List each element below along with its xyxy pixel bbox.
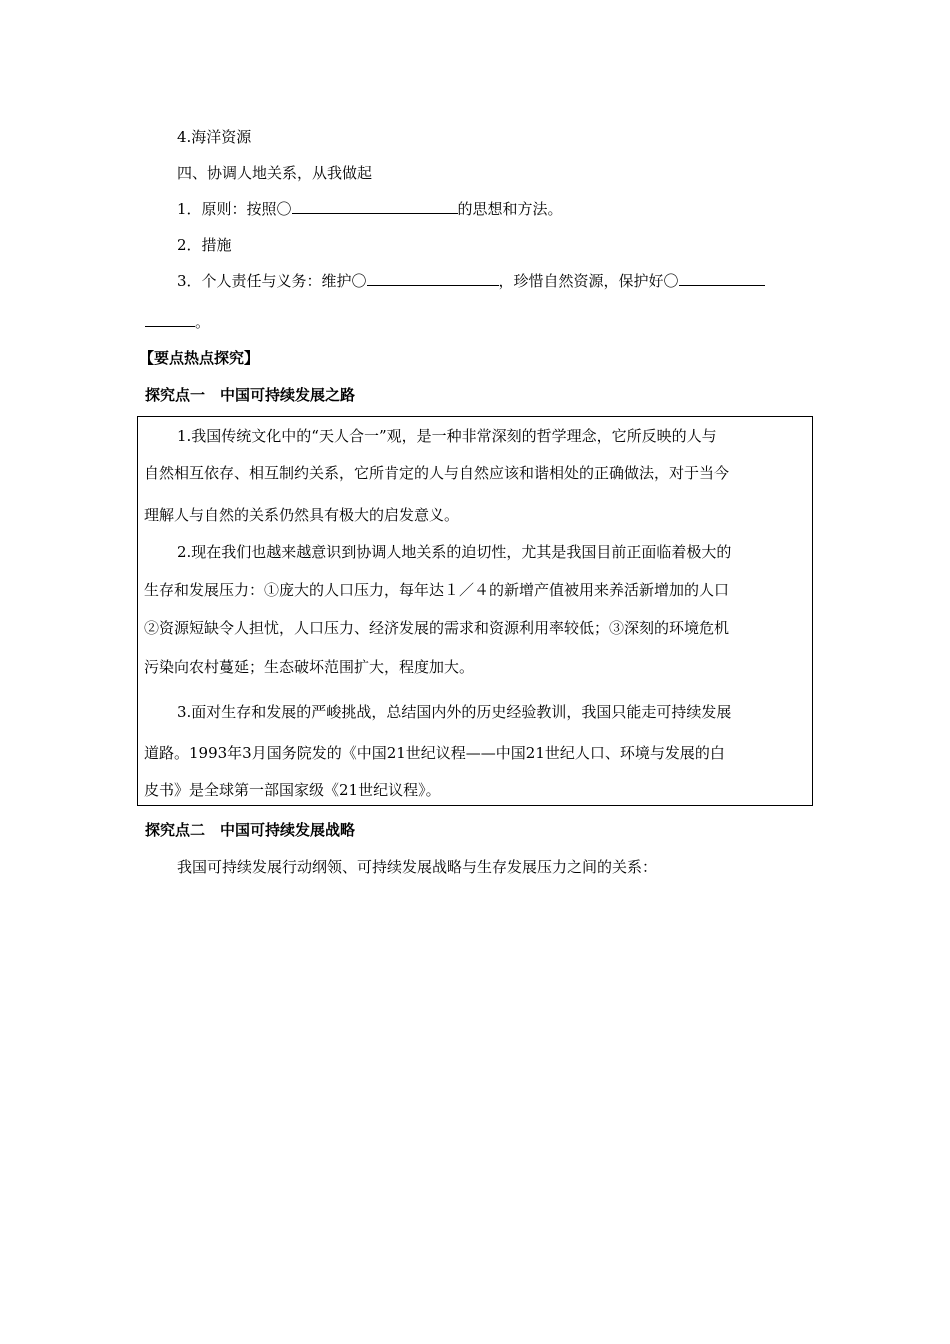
box-line-4: 2.现在我们也越来越意识到协调人地关系的迫切性，尤其是我国目前正面临着极大的 [177, 543, 732, 561]
box-tick-left-1 [137, 526, 138, 534]
duty-prefix: 3．个人责任与义务：维护〇 [177, 272, 367, 290]
reading-box [137, 416, 813, 806]
box-tick-right-1 [812, 526, 813, 534]
principle-blank [292, 199, 458, 214]
duty-blank-1 [367, 271, 499, 286]
point-one-heading: 探究点一 中国可持续发展之路 [145, 386, 356, 404]
principle-prefix: 1．原则：按照〇 [177, 200, 292, 218]
principle-line [177, 199, 563, 219]
box-line-9: 道路。1993年3月国务院发的《中国21世纪议程——中国21世纪人口、环境与发展的白 [144, 744, 725, 762]
measures-line: 2．措施 [177, 236, 232, 254]
point-two-body: 我国可持续发展行动纲领、可持续发展战略与生存发展压力之间的关系： [177, 858, 658, 876]
box-line-5: 生存和发展压力：①庞大的人口压力，每年达１／４的新增产值被用来养活新增加的人口 [144, 581, 730, 599]
duty-middle: ，珍惜自然资源，保护好〇 [498, 272, 679, 290]
box-line-8: 3.面对生存和发展的严峻挑战，总结国内外的历史经验教训，我国只能走可持续发展 [177, 703, 732, 721]
box-line-2: 自然相互依存、相互制约关系，它所肯定的人与自然应该和谐相处的正确做法，对于当今 [144, 464, 730, 482]
box-line-7: 污染向农村蔓延；生态破坏范围扩大，程度加大。 [144, 658, 475, 676]
box-line-1: 1.我国传统文化中的“天人合一”观，是一种非常深刻的哲学理念，它所反映的人与 [177, 427, 717, 445]
key-points-heading: 【要点热点探究】 [139, 349, 260, 367]
box-tick-left-2 [137, 685, 138, 693]
duty-blank-2 [679, 271, 765, 286]
point-two-heading: 探究点二 中国可持续发展战略 [145, 821, 356, 839]
duty-blank-3 [145, 312, 195, 327]
box-line-6: ②资源短缺令人担忧，人口压力、经济发展的需求和资源利用率较低；③深刻的环境危机 [144, 619, 730, 637]
box-line-3: 理解人与自然的关系仍然具有极大的启发意义。 [144, 506, 460, 524]
section-four-heading: 四、协调人地关系，从我做起 [177, 164, 373, 182]
item-ocean-resources: 4.海洋资源 [177, 128, 252, 146]
principle-suffix: 的思想和方法。 [457, 200, 563, 218]
duty-line [177, 271, 765, 291]
duty-continuation [145, 312, 210, 332]
duty-end: 。 [195, 313, 211, 331]
box-line-10: 皮书》是全球第一部国家级《21世纪议程》。 [144, 781, 441, 799]
box-tick-right-2 [812, 685, 813, 693]
